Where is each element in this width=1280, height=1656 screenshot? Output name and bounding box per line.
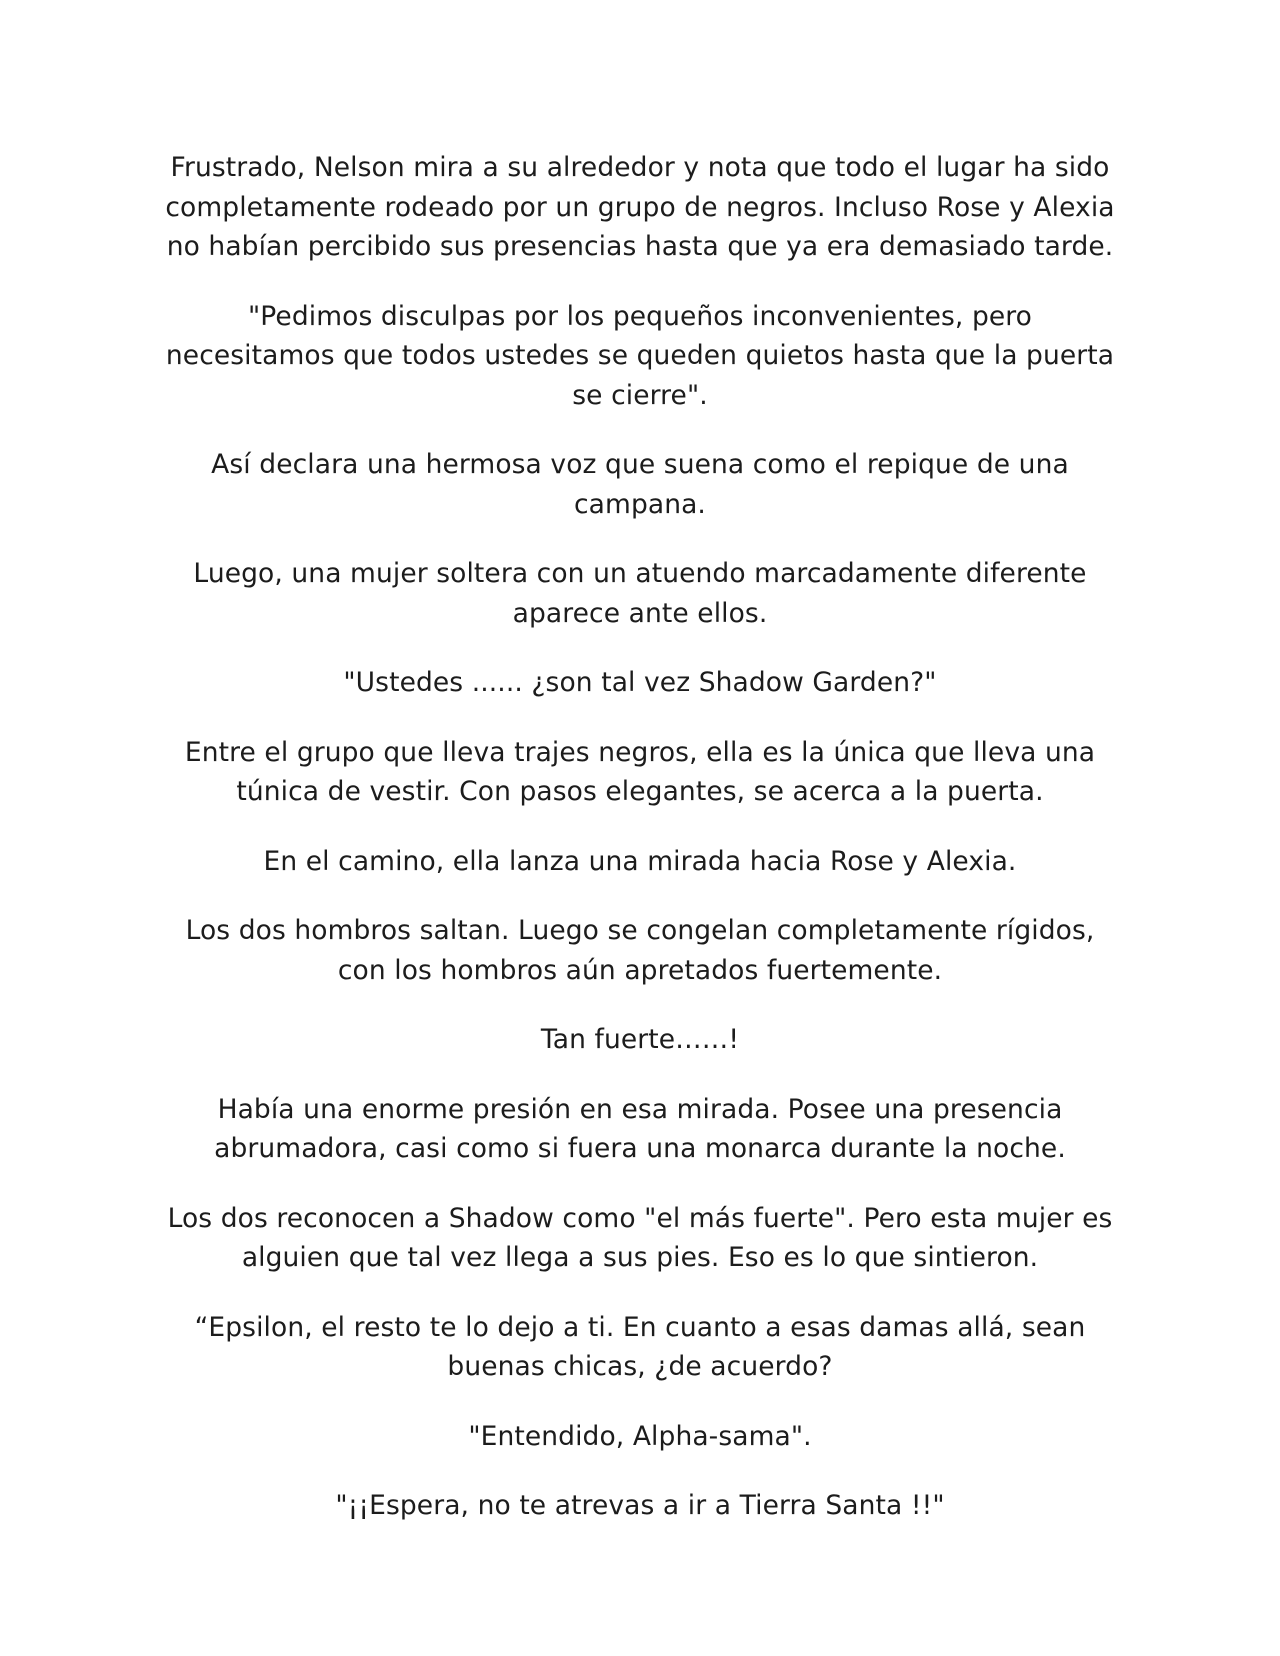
paragraph-8: Los dos hombros saltan. Luego se congelan completamente rígidos, con los hombros aún apretados fuertemente. (185, 915, 1095, 986)
paragraph-4: Luego, una mujer soltera con un atuendo marcadamente diferente aparece ante ellos. (193, 558, 1087, 629)
paragraph-14: "¡¡Espera, no te atrevas a ir a Tierra Santa !!" (335, 1490, 945, 1521)
paragraph-6: Entre el grupo que lleva trajes negros, ella es la única que lleva una túnica de vestir. Con pasos elegantes, se acerca a la puerta. (184, 736, 1096, 807)
paragraph-7: En el camino, ella lanza una mirada hacia Rose y Alexia. (263, 845, 1017, 877)
paragraph-10: Había una enorme presión en esa mirada. Posee una presencia abrumadora, casi como si fuera una monarca durante la noche. (214, 1093, 1066, 1164)
paragraph-3: Así declara una hermosa voz que suena como el repique de una campana. (211, 449, 1069, 520)
paragraph-12: “Epsilon, el resto te lo dejo a ti. En cuanto a esas damas allá, sean buenas chicas, ¿de acuerdo? (194, 1311, 1086, 1382)
paragraph-13: "Entendido, Alpha-sama". (468, 1420, 812, 1452)
paragraph-9: Tan fuerte……! (540, 1024, 740, 1055)
paragraph-5: "Ustedes ...... ¿son tal vez Shadow Garden?" (343, 667, 937, 698)
paragraph-11: Los dos reconocen a Shadow como "el más fuerte". Pero esta mujer es alguien que tal vez llega a sus pies. Eso es lo que sintieron. (167, 1202, 1113, 1273)
document-body (160, 148, 1120, 1556)
paragraph-1: Frustrado, Nelson mira a su alrededor y nota que todo el lugar ha sido completamente rodeado por un grupo de negros. Incluso Rose y Alexia no habían percibido sus presencias hasta que ya era demasiado tarde. (165, 152, 1115, 262)
paragraph-2: "Pedimos disculpas por los pequeños inconvenientes, pero necesitamos que todos ustedes se queden quietos hasta que la puerta se cierre". (165, 300, 1115, 411)
